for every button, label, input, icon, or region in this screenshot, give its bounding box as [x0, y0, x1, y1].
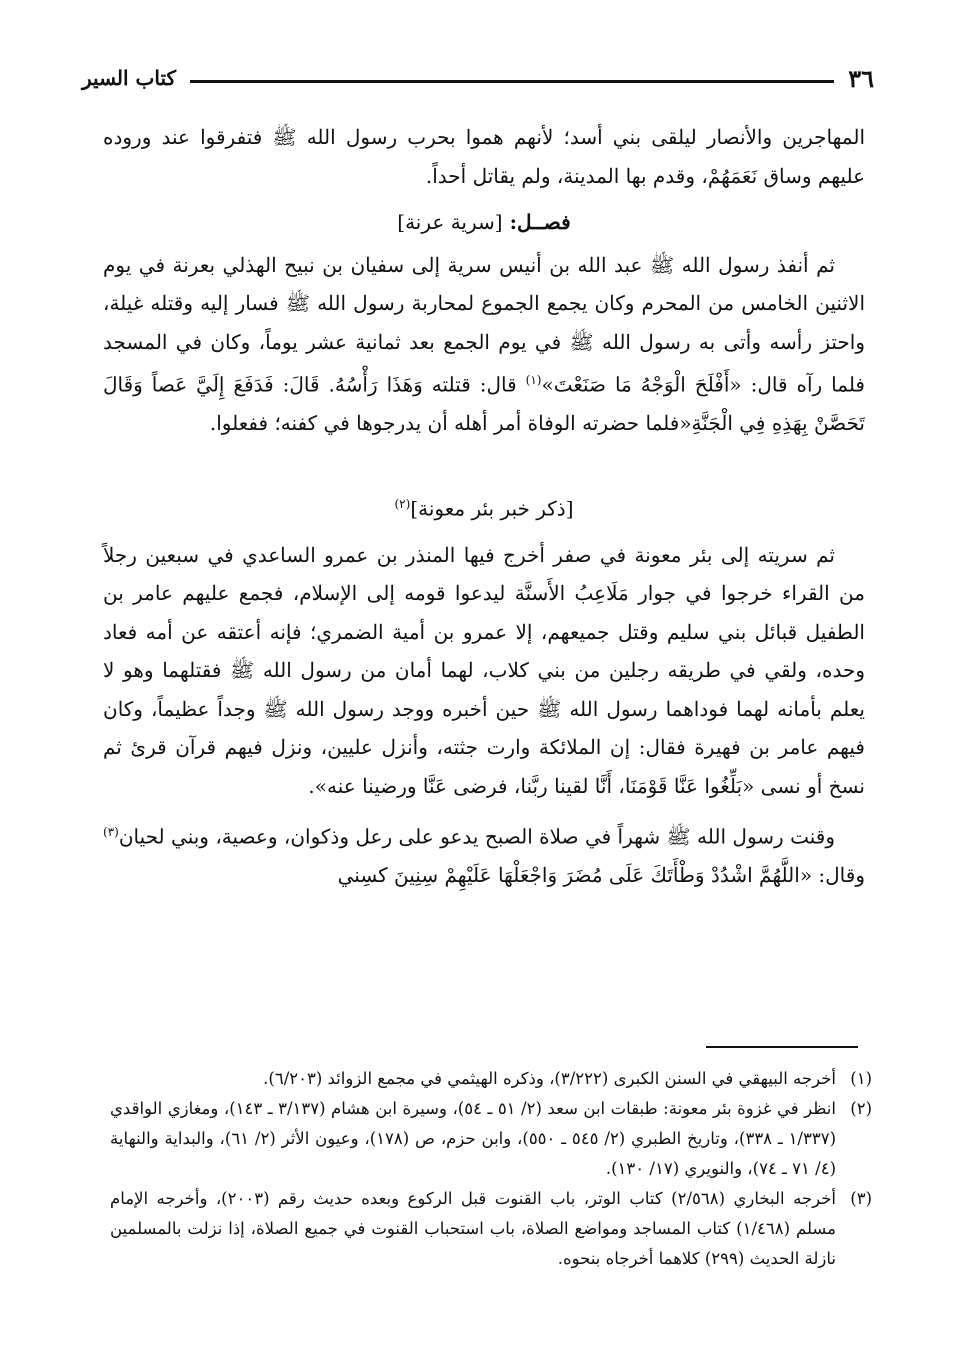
paragraph-1: المهاجرين والأنصار ليلقى بني أسد؛ لأنهم هموا بحرب رسول الله ﷺ فتفرقوا عند وروده عليهم وساق نَعَمَهُمْ، وقدم بها المدينة، ولم يقاتل أحداً.: [103, 125, 865, 188]
paragraph-2-text-b: قال: قتلته وَهَذَا رَأْسُهُ. قَالَ: فَدَفَعَ إِلَيَّ عَصاً وَقَالَ تَحَصَّنْ بِهَذِهِ فِي الْجَنَّةِ«فلما حضرته الوفاة أمر أهله أن يدرجوها في كفنه؛ ففعلوا.: [103, 372, 865, 436]
paragraph-4-text-b: وقال: «اللَّهُمَّ اشْدُدْ وَطْأَتَكَ عَلَى مُضَرَ وَاجْعَلْهَا عَلَيْهِمْ سِنِينَ كسِني: [337, 863, 865, 888]
footnote-number: (٣): [850, 1189, 872, 1208]
footnote-text: أخرجه البيهقي في السنن الكبرى (٣/٢٢٢)، وذكره الهيثمي في مجمع الزوائد (٦/٢٠٣).: [263, 1069, 836, 1088]
section-title: [سرية عرنة]: [397, 210, 503, 234]
footnote-text: انظر في غزوة بئر معونة: طبقات ابن سعد (٢/ ٥١ ـ ٥٤)، وسيرة ابن هشام (٣/١٣٧ ـ ١٤٣)، ومغازي الواقدي (١/٣٣٧ ـ ٣٣٨)، وتاريخ الطبري (٢/ ٥٤٥ ـ ٥٥٠)، وابن حزم، ص (١٧٨)، وعيون الأثر (٢/ ٦١)، والبداية والنهاية (٤/ ٧١ ـ ٧٤)، والنويري (١٧/ ١٣٠).: [110, 1099, 837, 1178]
main-text: [103, 118, 865, 895]
paragraph-4-text-a: وقنت رسول الله ﷺ شهراً في صلاة الصبح يدعو على رعل وذكوان، وعصية، وبني لحيان: [118, 824, 835, 849]
running-header: [82, 58, 874, 98]
footnote-ref-1: (١): [525, 373, 542, 387]
footnote-separator: [706, 1046, 858, 1048]
footnote-ref-2: (٢): [394, 496, 411, 511]
section-heading-urana: [103, 203, 865, 242]
footnotes: [110, 1064, 872, 1274]
header-rule: [190, 80, 834, 83]
section-title: [ذكر خبر بئر معونة]: [410, 496, 574, 521]
paragraph-4: [103, 813, 865, 895]
footnote-3: [110, 1184, 872, 1274]
footnote-2: [110, 1094, 872, 1184]
footnote-number: (٢): [850, 1099, 872, 1118]
section-heading-bir-mauna: [103, 485, 865, 528]
footnote-number: (١): [850, 1069, 872, 1088]
footnote-1: [110, 1064, 872, 1094]
section-label: فصــل:: [509, 210, 571, 234]
page-number: ٣٦: [848, 63, 874, 93]
paragraph-2-text-a: ثم أنفذ رسول الله ﷺ عبد الله بن أنيس سرية إلى سفيان بن نبيح الهذلي بعرنة في يوم الاثنين الخامس من المحرم وكان يجمع الجموع لمحاربة رسول الله ﷺ فسار إليه وقتله غيلة، واحتز رأسه وأتى به رسول الله ﷺ في يوم الجمع بعد ثمانية عشر يوماً، وكان في المسجد فلما رآه قال: «أَفْلَحَ الْوَجْهُ مَا صَنَعْتَ»: [103, 252, 865, 397]
book-title: كتاب السير: [82, 66, 177, 90]
paragraph-3: ثم سريته إلى بئر معونة في صفر أخرج فيها المنذر بن عمرو الساعدي في سبعين رجلاً من القراء خرجوا في جوار مَلَاعِبُ الأَسنَّة ليدعوا قومه إلى الإسلام، فجمع عليهم عامر بن الطفيل قبائل بني سليم وقتل جميعهم، إلا عمرو بن أمية الضمري؛ فإنه أعتقه عن أمه فعاد وحده، ولقي في طريقه رجلين من بني كلاب، لهما أمان من رسول الله ﷺ فقتلهما وهو لا يعلم بأمانه لهما فوداهما رسول الله ﷺ حين أخبره ووجد رسول الله ﷺ وجداً عظيماً، وكان فيهم عامر بن فهيرة فقال: إن الملائكة وارت جثته، وأنزل عليين، ونزل فيهم قرآن قرئ ثم نسخ أو نسى «بَلِّغُوا عَنَّا قَوْمَنَا، أَنَّا لقينا ربَّنا، فرضى عَنَّا ورضينا عنه».: [103, 542, 865, 798]
footnote-text: أخرجه البخاري (٢/٥٦٨) كتاب الوتر، باب القنوت قبل الركوع وبعده حديث رقم (٢٠٠٣)، وأخرجه الإمام مسلم (١/٤٦٨) كتاب المساجد ومواضع الصلاة، باب استحباب القنوت في جميع الصلاة، إذا نزلت بالمسلمين نازلة الحديث (٢٩٩) كلاهما أخرجاه بنحوه.: [110, 1189, 836, 1268]
footnote-ref-3: (٣): [103, 825, 119, 840]
paragraph-2: [103, 246, 865, 443]
